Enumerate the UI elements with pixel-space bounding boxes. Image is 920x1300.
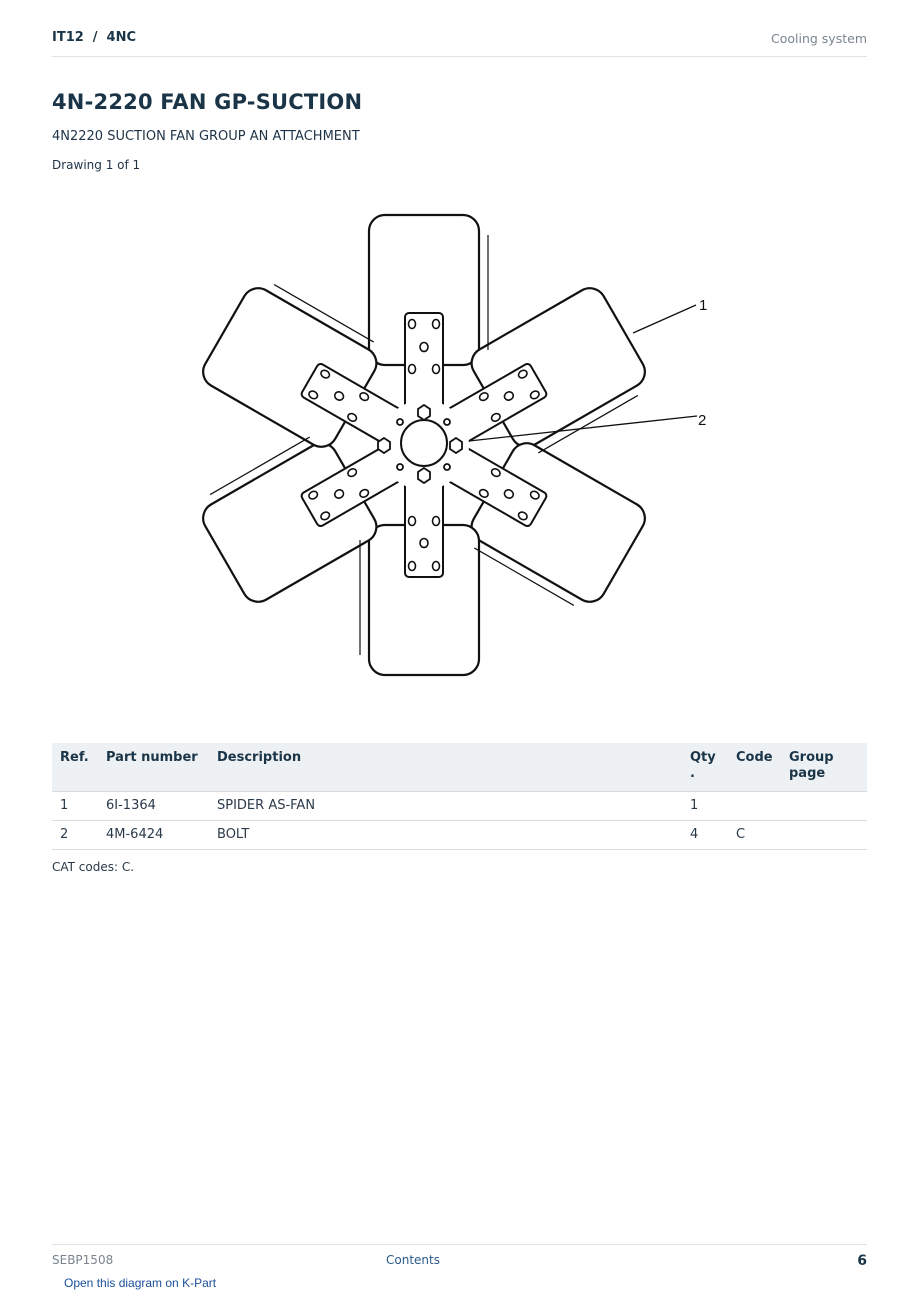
fan-diagram (180, 200, 740, 700)
fan-center-bore (401, 420, 447, 466)
row-ref: 2 (52, 821, 98, 850)
col-qty: Qty . (682, 743, 728, 792)
row-part-number: 6I-1364 (98, 792, 209, 821)
cat-codes-note: CAT codes: C. (52, 860, 135, 874)
breadcrumb (52, 30, 136, 45)
row-description: BOLT (209, 821, 682, 850)
table-row (52, 821, 867, 850)
contents-link[interactable]: Contents (386, 1253, 440, 1267)
callout-1: 1 (699, 297, 708, 314)
col-code: Code (728, 743, 781, 792)
breadcrumb-separator: / (92, 30, 98, 45)
section-name: Cooling system (771, 31, 867, 46)
table-row (52, 792, 867, 821)
drawing-info: Drawing 1 of 1 (52, 158, 141, 172)
breadcrumb-serial: 4NC (106, 30, 137, 45)
row-part-number: 4M-6424 (98, 821, 209, 850)
document-id: SEBP1508 (52, 1253, 114, 1267)
callout-2: 2 (698, 412, 707, 429)
row-group-page (781, 792, 867, 821)
col-description: Description (209, 743, 682, 792)
kpart-diagram-link[interactable]: Open this diagram on K-Part (64, 1276, 217, 1290)
table-header-row (52, 743, 867, 792)
row-ref: 1 (52, 792, 98, 821)
page-subtitle: 4N2220 SUCTION FAN GROUP AN ATTACHMENT (52, 129, 360, 144)
page-header (52, 28, 867, 57)
page-title: 4N-2220 FAN GP-SUCTION (52, 90, 363, 114)
col-group-page: Group page (781, 743, 867, 792)
breadcrumb-model: IT12 (52, 30, 84, 45)
row-qty: 4 (682, 821, 728, 850)
col-part-number: Part number (98, 743, 209, 792)
row-qty: 1 (682, 792, 728, 821)
row-description: SPIDER AS-FAN (209, 792, 682, 821)
page-number: 6 (857, 1253, 867, 1269)
row-code: C (728, 821, 781, 850)
row-group-page (781, 821, 867, 850)
col-ref: Ref. (52, 743, 98, 792)
parts-table (52, 743, 867, 850)
row-code (728, 792, 781, 821)
